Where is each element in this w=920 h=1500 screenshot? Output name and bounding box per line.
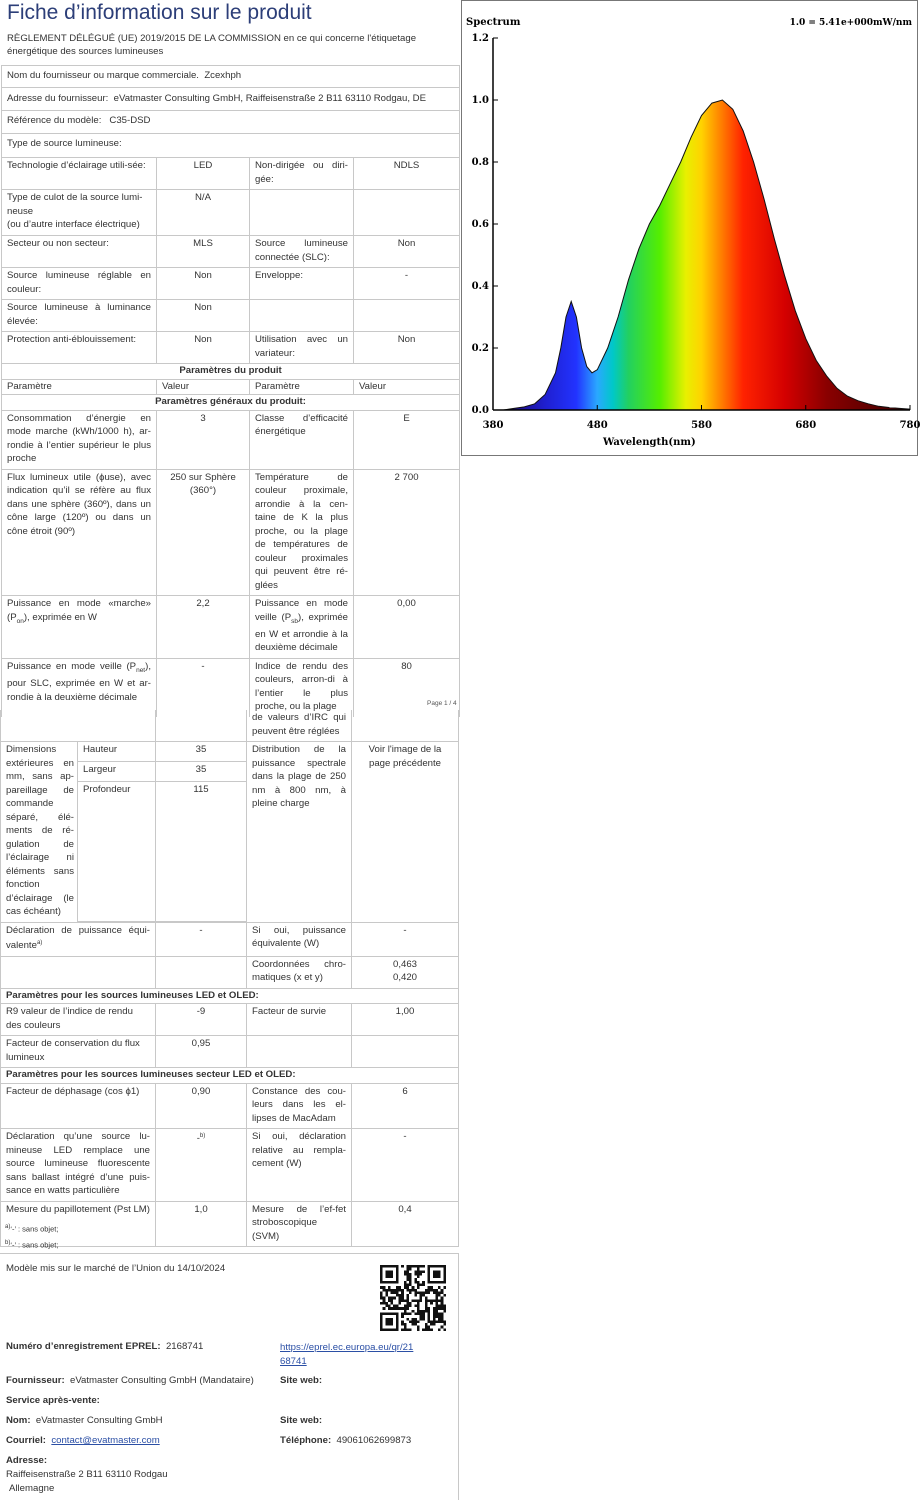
- y-tick-label: 0.0: [471, 405, 489, 416]
- product-sheet-table-2: [0, 710, 459, 1247]
- chart-title: Spectrum: [466, 17, 521, 28]
- param-row: [2, 410, 460, 469]
- param-label: Puissance en mode «marche» $(P_{on})$, exprimée en W: [2, 596, 157, 659]
- param-value: 0,00: [354, 596, 460, 659]
- mains-title: Paramètres pour les sources lumineuses secteur LED et OLED:: [1, 1068, 459, 1084]
- y-tick-label: 0.4: [471, 281, 489, 292]
- pf-row: [1, 1083, 459, 1129]
- supplier-name-label: Nom du fournisseur ou marque commerciale.: [7, 70, 199, 81]
- stroboscopic-label: Mesure de l’ef-fet stroboscopique (SVM): [247, 1201, 352, 1247]
- footnote-b: $^{b)}$‘-’ : sans objet;: [5, 1240, 59, 1250]
- param-label: Température de couleur proximale, arrondie à la cen-taine de K la plus proche, ou la plage de températures de couleur proximales qui peuvent être ré-glées: [250, 469, 354, 596]
- service-name: Nom: eVatmaster Consulting GmbH: [6, 1415, 163, 1426]
- replacement2-label: Si oui, déclaration relative au rempla-cement (W): [247, 1129, 352, 1202]
- source-row: [2, 236, 460, 268]
- source-row-label: [250, 190, 354, 236]
- source-row-value: Non: [354, 332, 460, 364]
- macadam-label: Constance des cou-leurs dans les el-lipses de MacAdam: [247, 1083, 352, 1129]
- led-title: Paramètres pour les sources lumineuses LED et OLED:: [1, 988, 459, 1004]
- page-title: Fiche d’information sur le produit: [7, 1, 312, 24]
- market-date: Modèle mis sur le marché de l’Union du 14/10/2024: [6, 1263, 226, 1274]
- x-tick-label: 580: [691, 420, 712, 431]
- supplier-name-value: Zcexhph: [204, 70, 242, 81]
- x-tick-label: 480: [586, 420, 608, 431]
- y-tick-label: 1.2: [471, 33, 489, 44]
- macadam-value: 6: [352, 1083, 459, 1129]
- param-row: [2, 469, 460, 596]
- service-site-label: Site web:: [280, 1415, 323, 1426]
- source-row-value: Non: [157, 332, 250, 364]
- dimensions-row: [1, 742, 459, 762]
- source-row-label: Protection anti-éblouissement:: [2, 332, 157, 364]
- chroma-row: [1, 956, 459, 988]
- param-value: 2 700: [354, 469, 460, 596]
- chart-annotation: 1.0 = 5.41e+000mW/nm: [789, 18, 912, 28]
- spd-value: Voir l'image de la page précédente: [352, 742, 459, 923]
- value-header: Valeur: [354, 379, 460, 395]
- mains-title-row: [1, 1068, 459, 1084]
- source-row: [2, 158, 460, 190]
- registration-footer: [0, 1253, 459, 1500]
- source-row-label: Enveloppe:: [250, 268, 354, 300]
- survival-value: 1,00: [352, 1004, 459, 1036]
- replacement-value: -$^{b)}$: [156, 1129, 247, 1202]
- model-row: [2, 111, 460, 134]
- y-tick-label: 1.0: [471, 95, 489, 106]
- param-label: Flux lumineux utile (ϕuse), avec indication qu’il se réfère au flux dans une sphère (360º), dans un cône large (120º) ou dans un cône étroit (90º): [2, 469, 157, 596]
- supplier-address-value: eVatmaster Consulting GmbH, Raiffeisenstraße 2 B11 63110 Rodgau, DE: [113, 92, 426, 104]
- param-header: Paramètre: [2, 379, 157, 395]
- source-type-label: Type de source lumineuse:: [2, 133, 460, 158]
- param-header: Paramètre: [250, 379, 354, 395]
- maintenance-label: Facteur de conservation du flux lumineux: [1, 1036, 156, 1068]
- pf-label: Facteur de déphasage (cos ϕ1): [1, 1083, 156, 1129]
- general-title-row: [2, 395, 460, 411]
- supplier-address-row: [2, 87, 460, 111]
- service-email: Courriel: contact@evatmaster.com: [6, 1435, 160, 1446]
- value-header: Valeur: [157, 379, 250, 395]
- continuation-row: [1, 710, 459, 742]
- service-address-line: Raiffeisenstraße 2 B11 63110 Rodgau: [6, 1469, 168, 1480]
- source-row-value: [354, 300, 460, 332]
- param-value: 2,2: [157, 596, 250, 659]
- survival-label: Facteur de survie: [247, 1004, 352, 1036]
- spectrum-chart: [461, 0, 918, 456]
- dimension-name: Hauteur: [78, 742, 156, 762]
- maintenance-value: 0,95: [156, 1036, 247, 1068]
- x-tick-label: 380: [482, 420, 504, 431]
- supplier-address-label: Adresse du fournisseur:: [7, 92, 109, 104]
- x-axis-label: Wavelength(nm): [603, 437, 696, 448]
- pf-value: 0,90: [156, 1083, 247, 1129]
- spd-label: Distribution de la puissance spectrale dans la plage de 250 nm à 800 nm, à pleine charge: [247, 742, 352, 923]
- param-label: Puissance en mode veille $(P_{sb})$, exprimée en W et arrondie à la deuxième décimale: [250, 596, 354, 659]
- fournisseur: Fournisseur: eVatmaster Consulting GmbH (Mandataire): [6, 1375, 254, 1386]
- param-row: [2, 658, 460, 717]
- source-row-label: Technologie d’éclairage utili-sée:: [2, 158, 157, 190]
- source-row-label: Utilisation avec un variateur:: [250, 332, 354, 364]
- service-address-country: Allemagne: [9, 1483, 55, 1494]
- replacement2-value: -: [352, 1129, 459, 1202]
- y-tick-label: 0.2: [471, 343, 489, 354]
- y-tick-label: 0.8: [471, 157, 489, 168]
- general-title: Paramètres généraux du produit:: [2, 395, 460, 411]
- x-tick-label: 780: [899, 420, 920, 431]
- source-row-value: NDLS: [354, 158, 460, 190]
- product-sheet-table-1: [1, 65, 460, 717]
- replacement-label: Déclaration qu’une source lu-mineuse LED remplace une source lumineuse fluorescente sans ballast intégré d’une puis-sance en watts particulière: [1, 1129, 156, 1202]
- r9-row: [1, 1004, 459, 1036]
- dimensions-label: Dimensions extérieures en mm, sans ap-pareillage de commande séparé, élé-ments de ré-gulation de l’éclairage ni éléments sans fonction d’éclairage (le cas échéant): [1, 742, 78, 923]
- stroboscopic-value: 0,4: [352, 1201, 459, 1247]
- service-phone: Téléphone: 49061062699873: [280, 1435, 412, 1446]
- param-value: 3: [157, 410, 250, 469]
- source-row-label: Source lumineuse connectée (SLC):: [250, 236, 354, 268]
- cri-continuation: de valeurs d’IRC qui peuvent être réglées: [247, 710, 352, 742]
- equivalent-row: [1, 922, 459, 956]
- source-row-value: [354, 190, 460, 236]
- chroma-label: Coordonnées chro-matiques (x et y): [247, 956, 352, 988]
- equivalent2-label: Si oui, puissance équivalente (W): [247, 922, 352, 956]
- param-value: 80: [354, 658, 460, 717]
- maintenance-row: [1, 1036, 459, 1068]
- email-link[interactable]: contact@evatmaster.com: [51, 1435, 160, 1446]
- source-row: [2, 332, 460, 364]
- param-label: Consommation d’énergie en mode marche (kWh/1000 h), ar-rondie à l’entier supérieur le plus proche: [2, 410, 157, 469]
- source-row-value: Non: [157, 268, 250, 300]
- eprel-link[interactable]: https://eprel.ec.europa.eu/qr/21 68741: [280, 1342, 414, 1367]
- source-row: [2, 190, 460, 236]
- params-title: Paramètres du produit: [2, 364, 460, 380]
- param-value: 250 sur Sphère (360°): [157, 469, 250, 596]
- source-row-value: -: [354, 268, 460, 300]
- r9-label: R9 valeur de l’indice de rendu des couleurs: [1, 1004, 156, 1036]
- source-type-row: [2, 133, 460, 158]
- model-value: C35-DSD: [109, 115, 151, 126]
- source-row-value: N/A: [157, 190, 250, 236]
- service-address-label: Adresse:: [6, 1455, 48, 1466]
- param-row: [2, 596, 460, 659]
- supplier-name-row: [2, 66, 460, 88]
- source-row-label: Source lumineuse réglable en couleur:: [2, 268, 157, 300]
- flicker-label: Mesure du papillotement (Pst LM): [1, 1201, 156, 1247]
- source-row-label: Secteur ou non secteur:: [2, 236, 157, 268]
- param-label: Classe d’efficacité énergétique: [250, 410, 354, 469]
- source-row-label: Non-dirigée ou diri-gée:: [250, 158, 354, 190]
- equivalent-value: -: [156, 922, 247, 956]
- y-tick-label: 0.6: [471, 219, 489, 230]
- chroma-value: 0,463 0,420: [352, 956, 459, 988]
- source-row-value: LED: [157, 158, 250, 190]
- model-label: Référence du modèle:: [7, 115, 102, 126]
- x-tick-label: 680: [795, 420, 817, 431]
- source-row-value: Non: [354, 236, 460, 268]
- source-row-label: Source lumineuse à luminance élevée:: [2, 300, 157, 332]
- dimension-name: Largeur: [78, 761, 156, 781]
- param-value: -: [157, 658, 250, 717]
- dimension-name: Profondeur: [78, 781, 156, 921]
- led-title-row: [1, 988, 459, 1004]
- source-row-value: MLS: [157, 236, 250, 268]
- r9-value: -9: [156, 1004, 247, 1036]
- source-row-label: [250, 300, 354, 332]
- param-value: E: [354, 410, 460, 469]
- replacement-row: [1, 1129, 459, 1202]
- page-number: Page 1 / 4: [427, 700, 457, 707]
- spectrum-area: [493, 100, 910, 410]
- source-row: [2, 268, 460, 300]
- service-label: Service après-vente:: [6, 1395, 100, 1406]
- site-web-label: Site web:: [280, 1375, 323, 1386]
- footnote-a: $^{a)}$‘-’ : sans objet;: [5, 1224, 59, 1234]
- params-header-row: [2, 379, 460, 395]
- dimension-value: 35: [156, 761, 247, 781]
- spectrum-chart-svg: [462, 1, 920, 455]
- dimension-value: 35: [156, 742, 247, 762]
- params-title-row: [2, 364, 460, 380]
- source-row-label: Type de culot de la source lumi-neuse (ou d’autre interface électrique): [2, 190, 157, 236]
- param-label: Puissance en mode veille $(P_{net})$, pour SLC, exprimée en W et ar-rondie à la deuxième décimale: [2, 658, 157, 717]
- flicker-value: 1,0: [156, 1201, 247, 1247]
- flicker-row: [1, 1201, 459, 1247]
- regulation-text: RÈGLEMENT DÉLÉGUÉ (UE) 2019/2015 DE LA COMMISSION en ce qui concerne l'étiquetage énergétique des sources lumineuses: [7, 33, 417, 57]
- source-row-value: Non: [157, 300, 250, 332]
- param-label: Indice de rendu des couleurs, arron-di à l’entier le plus proche, ou la plage: [250, 658, 354, 717]
- qr-code-icon: [380, 1265, 446, 1331]
- eprel-number: Numéro d’enregistrement EPREL: 2168741: [6, 1341, 204, 1352]
- source-row: [2, 300, 460, 332]
- dimension-value: 115: [156, 781, 247, 921]
- equivalent2-value: -: [352, 922, 459, 956]
- equivalent-label: Déclaration de puissance équi-valente$^{a)}$: [1, 922, 156, 956]
